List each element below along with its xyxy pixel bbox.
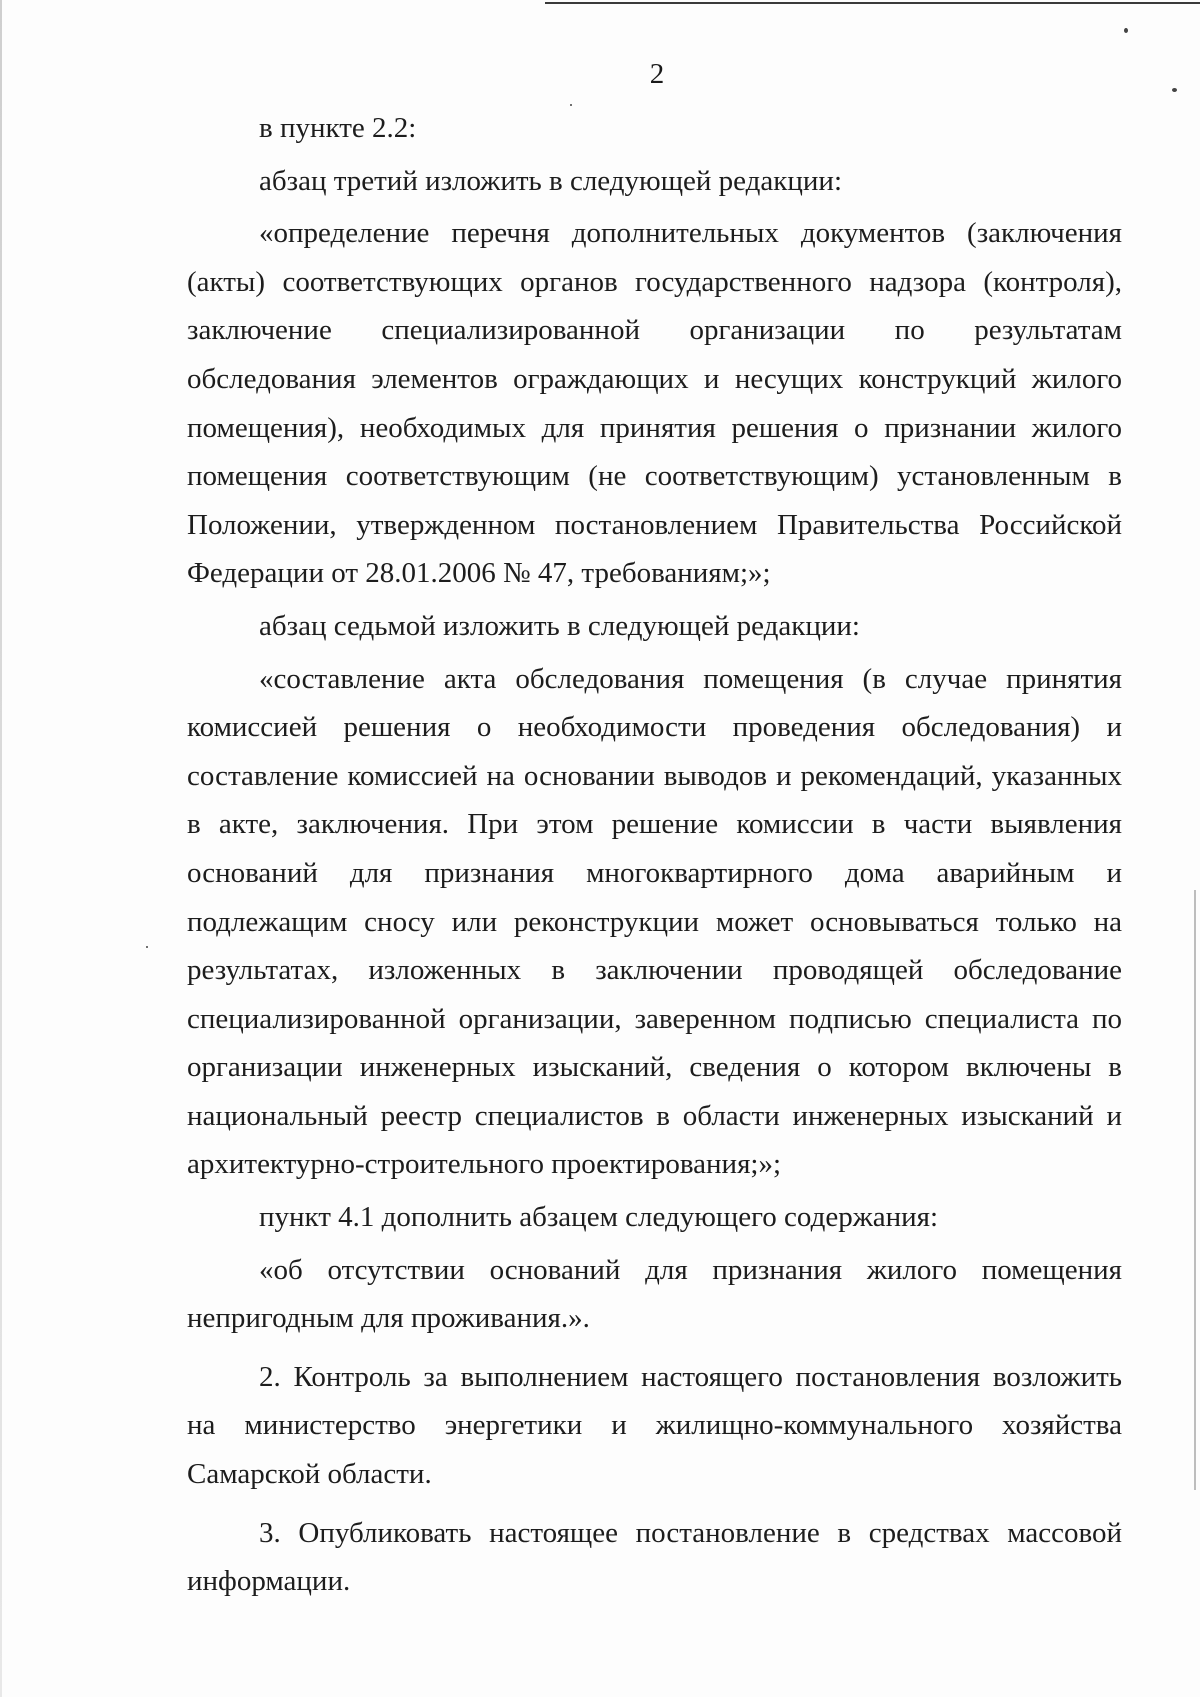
scan-left-edge [0,0,2,1697]
paragraph-publish: 3. Опубликовать настоящее постановление в средствах массовой информации. [187,1516,1122,1598]
scan-speck [1124,28,1128,33]
paragraph-amend-point: в пункте 2.2: [259,112,417,144]
paragraph-third-text: «определение перечня дополнительных документов (заключения (акты) соответствующих органов государственного надзора (контроля), заключение специализированной организации по результатам обследования элементов ограждающих и несущих конструкций жилого помещения), необходимых для принятия решения о признании жилого помещения соответствующим (не соответствующим) установленным в Положении, утвержденном постановлением Правительства Российской Федерации от 28.01.2006 № 47, требованиям;»; [187,217,1122,590]
page-number: 2 [649,58,665,90]
paragraph-point-4-1-text: «об отсутствии оснований для признания жилого помещения непригодным для проживания.». [187,1253,1122,1335]
paragraph-seventh-intro: абзац седьмой изложить в следующей редакции: [259,609,860,642]
paragraph-third-intro: абзац третий изложить в следующей редакции: [259,164,843,197]
paragraph-point-4-1-intro: пункт 4.1 дополнить абзацем следующего содержания: [259,1201,939,1234]
paragraph-seventh-text: «составление акта обследования помещения (в случае принятия комиссией решения о необходимости проведения обследования) и составление комиссией на основании выводов и рекомендаций, указанных в акте, заключения. При этом решение комиссии в части выявления оснований для признания многоквартирного дома аварийным и подлежащим сносу или реконструкции может основываться только на результатах, изложенных в заключении проводящей обследование специализированной организации, заверенном подписью специалиста по организации инженерных изысканий, сведения о котором включены в национальный реестр специалистов в области инженерных изысканий и архитектурно-строительного проектирования;»; [187,662,1122,1181]
scan-top-rule [545,2,1200,4]
scan-right-edge [1194,890,1196,1490]
document-body [187,104,1122,1606]
paragraph-control: 2. Контроль за выполнением настоящего постановления возложить на министерство энергетики и жилищно-коммунального хозяйства Самарской области. [187,1360,1122,1491]
scan-speck [146,946,148,948]
